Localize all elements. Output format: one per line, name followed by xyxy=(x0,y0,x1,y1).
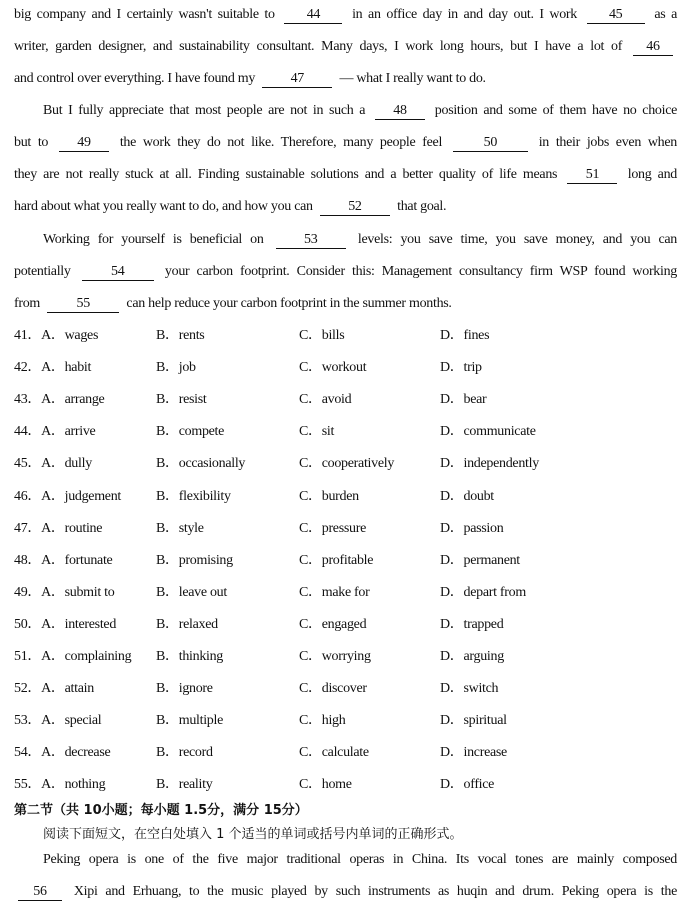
option-d[interactable]: D．trapped xyxy=(440,616,504,632)
option-a[interactable]: 41．A．wages xyxy=(14,328,99,343)
blank-45: 45 xyxy=(587,7,645,24)
option-c[interactable]: C．pressure xyxy=(299,520,366,536)
blank-47: 47 xyxy=(262,71,332,88)
option-d[interactable]: D．passion xyxy=(440,520,504,536)
passage-text: they are not really stuck at all. Finding sustainable solutions and a better quality of life means xyxy=(14,167,558,182)
passage-text: potentially xyxy=(14,264,71,279)
passage-text: can help reduce your carbon footprint in the summer months. xyxy=(126,296,452,311)
passage-text: your carbon footprint. Consider this: Management consultancy firm WSP found working xyxy=(164,264,677,279)
option-b[interactable]: B．reality xyxy=(156,777,213,793)
blank-56: 56 xyxy=(18,884,62,901)
passage-text: long and xyxy=(627,167,677,182)
blank-54: 54 xyxy=(82,264,154,281)
passage-line xyxy=(14,133,677,153)
option-c[interactable]: C．calculate xyxy=(299,745,369,761)
passage-line xyxy=(14,294,677,314)
option-b[interactable]: B．record xyxy=(156,745,213,761)
option-c[interactable]: C．profitable xyxy=(299,552,374,568)
option-d[interactable]: D．depart from xyxy=(440,584,526,600)
option-c[interactable]: C．cooperatively xyxy=(299,456,395,472)
option-a[interactable]: 44．A．arrive xyxy=(14,424,96,440)
option-d[interactable]: D．doubt xyxy=(440,488,494,504)
option-a[interactable]: 46．A．judgement xyxy=(14,488,122,504)
passage-text: from xyxy=(14,296,41,311)
option-b[interactable]: B．thinking xyxy=(156,649,224,664)
option-c[interactable]: C．workout xyxy=(299,360,367,376)
option-b[interactable]: B．style xyxy=(156,520,204,536)
passage-text: as a xyxy=(654,7,678,22)
option-d[interactable]: D．bear xyxy=(440,392,487,408)
passage-line xyxy=(14,197,677,217)
section-heading: 第二节（共 10小题；每小题 1.5分，满分 15分） xyxy=(14,803,308,818)
option-d[interactable]: D．trip xyxy=(440,360,482,376)
option-c[interactable]: C．discover xyxy=(299,681,367,697)
option-d[interactable]: D．increase xyxy=(440,745,507,761)
blank-48: 48 xyxy=(375,103,425,120)
passage-text: Peking opera is one of the five major traditional operas in China. Its vocal tones are mainly composed xyxy=(43,852,677,867)
option-a[interactable]: 53．A．special xyxy=(14,713,102,729)
option-c[interactable]: C．burden xyxy=(299,488,359,504)
blank-44: 44 xyxy=(284,7,342,24)
passage-line xyxy=(14,262,677,282)
option-d[interactable]: D．fines xyxy=(440,328,490,343)
passage-text: that goal. xyxy=(397,199,447,214)
passage-text: but to xyxy=(14,135,49,150)
passage-text: big company and I certainly wasn't suitable to xyxy=(14,7,275,22)
passage-text: in an office day in and day out. I work xyxy=(352,7,577,22)
option-a[interactable]: 51．A．complaining xyxy=(14,649,132,664)
option-a[interactable]: 52．A．attain xyxy=(14,681,94,697)
option-b[interactable]: B．flexibility xyxy=(156,488,231,504)
passage-line xyxy=(14,850,677,870)
passage-text: levels: you save time, you save money, and you can xyxy=(357,232,677,247)
option-c[interactable]: C．high xyxy=(299,713,346,729)
option-a[interactable]: 43．A．arrange xyxy=(14,392,105,408)
passage-line xyxy=(14,37,677,57)
option-d[interactable]: D．switch xyxy=(440,681,499,697)
option-a[interactable]: 47．A．routine xyxy=(14,520,103,536)
option-a[interactable]: 42．A．habit xyxy=(14,360,92,376)
option-d[interactable]: D．arguing xyxy=(440,649,504,664)
option-c[interactable]: C．make for xyxy=(299,584,370,600)
option-b[interactable]: B．promising xyxy=(156,552,233,568)
option-a[interactable]: 48．A．fortunate xyxy=(14,552,113,568)
option-c[interactable]: C．sit xyxy=(299,424,335,440)
passage-text: Working for yourself is beneficial on xyxy=(43,232,264,247)
passage-text: Xipi and Erhuang, to the music played by such instruments as huqin and drum. Peking opera is the xyxy=(73,884,677,899)
option-a[interactable]: 54．A．decrease xyxy=(14,745,111,761)
option-a[interactable]: 55．A．nothing xyxy=(14,777,106,793)
option-c[interactable]: C．bills xyxy=(299,328,345,343)
passage-text: writer, garden designer, and sustainability consultant. Many days, I work long hours, but I have a lot of xyxy=(14,39,623,54)
passage-text: position and some of them have no choice xyxy=(434,103,678,118)
passage-line xyxy=(14,101,677,121)
option-b[interactable]: B．ignore xyxy=(156,681,213,697)
passage-text: — what I really want to do. xyxy=(339,71,486,86)
passage-text: But I fully appreciate that most people are not in such a xyxy=(43,103,366,118)
option-b[interactable]: B．job xyxy=(156,360,196,376)
option-c[interactable]: C．home xyxy=(299,777,352,793)
option-d[interactable]: D．independently xyxy=(440,456,539,472)
option-b[interactable]: B．multiple xyxy=(156,713,224,729)
option-c[interactable]: C．engaged xyxy=(299,616,367,632)
passage-line xyxy=(14,69,677,89)
blank-51: 51 xyxy=(567,167,617,184)
blank-50: 50 xyxy=(453,135,528,152)
option-b[interactable]: B．relaxed xyxy=(156,616,218,632)
option-d[interactable]: D．permanent xyxy=(440,552,520,568)
blank-46: 46 xyxy=(633,39,673,56)
blank-52: 52 xyxy=(320,199,390,216)
blank-55: 55 xyxy=(47,296,119,313)
blank-53: 53 xyxy=(276,232,346,249)
passage-text: hard about what you really want to do, and how you can xyxy=(14,199,313,214)
passage-line xyxy=(14,230,677,250)
option-b[interactable]: B．leave out xyxy=(156,584,227,600)
option-d[interactable]: D．communicate xyxy=(440,424,536,440)
passage-line xyxy=(14,165,677,185)
option-c[interactable]: C．avoid xyxy=(299,392,352,408)
passage-text: the work they do not like. Therefore, many people feel xyxy=(119,135,443,150)
option-b[interactable]: B．occasionally xyxy=(156,456,246,472)
option-d[interactable]: D．office xyxy=(440,777,495,793)
option-c[interactable]: C．worrying xyxy=(299,649,371,664)
passage-line xyxy=(14,882,677,902)
option-a[interactable]: 45．A．dully xyxy=(14,456,92,472)
option-a[interactable]: 50．A．interested xyxy=(14,616,117,632)
passage-text: and control over everything. I have found my xyxy=(14,71,256,86)
option-b[interactable]: B．compete xyxy=(156,424,225,440)
option-b[interactable]: B．resist xyxy=(156,392,207,408)
option-b[interactable]: B．rents xyxy=(156,328,205,343)
option-a[interactable]: 49．A．submit to xyxy=(14,584,115,600)
section-instruction: 阅读下面短文，在空白处填入 1 个适当的单词或括号内单词的正确形式。 xyxy=(43,827,463,842)
blank-49: 49 xyxy=(59,135,109,152)
option-d[interactable]: D．spiritual xyxy=(440,713,507,729)
passage-text: in their jobs even when xyxy=(538,135,677,150)
passage-line xyxy=(14,5,677,25)
